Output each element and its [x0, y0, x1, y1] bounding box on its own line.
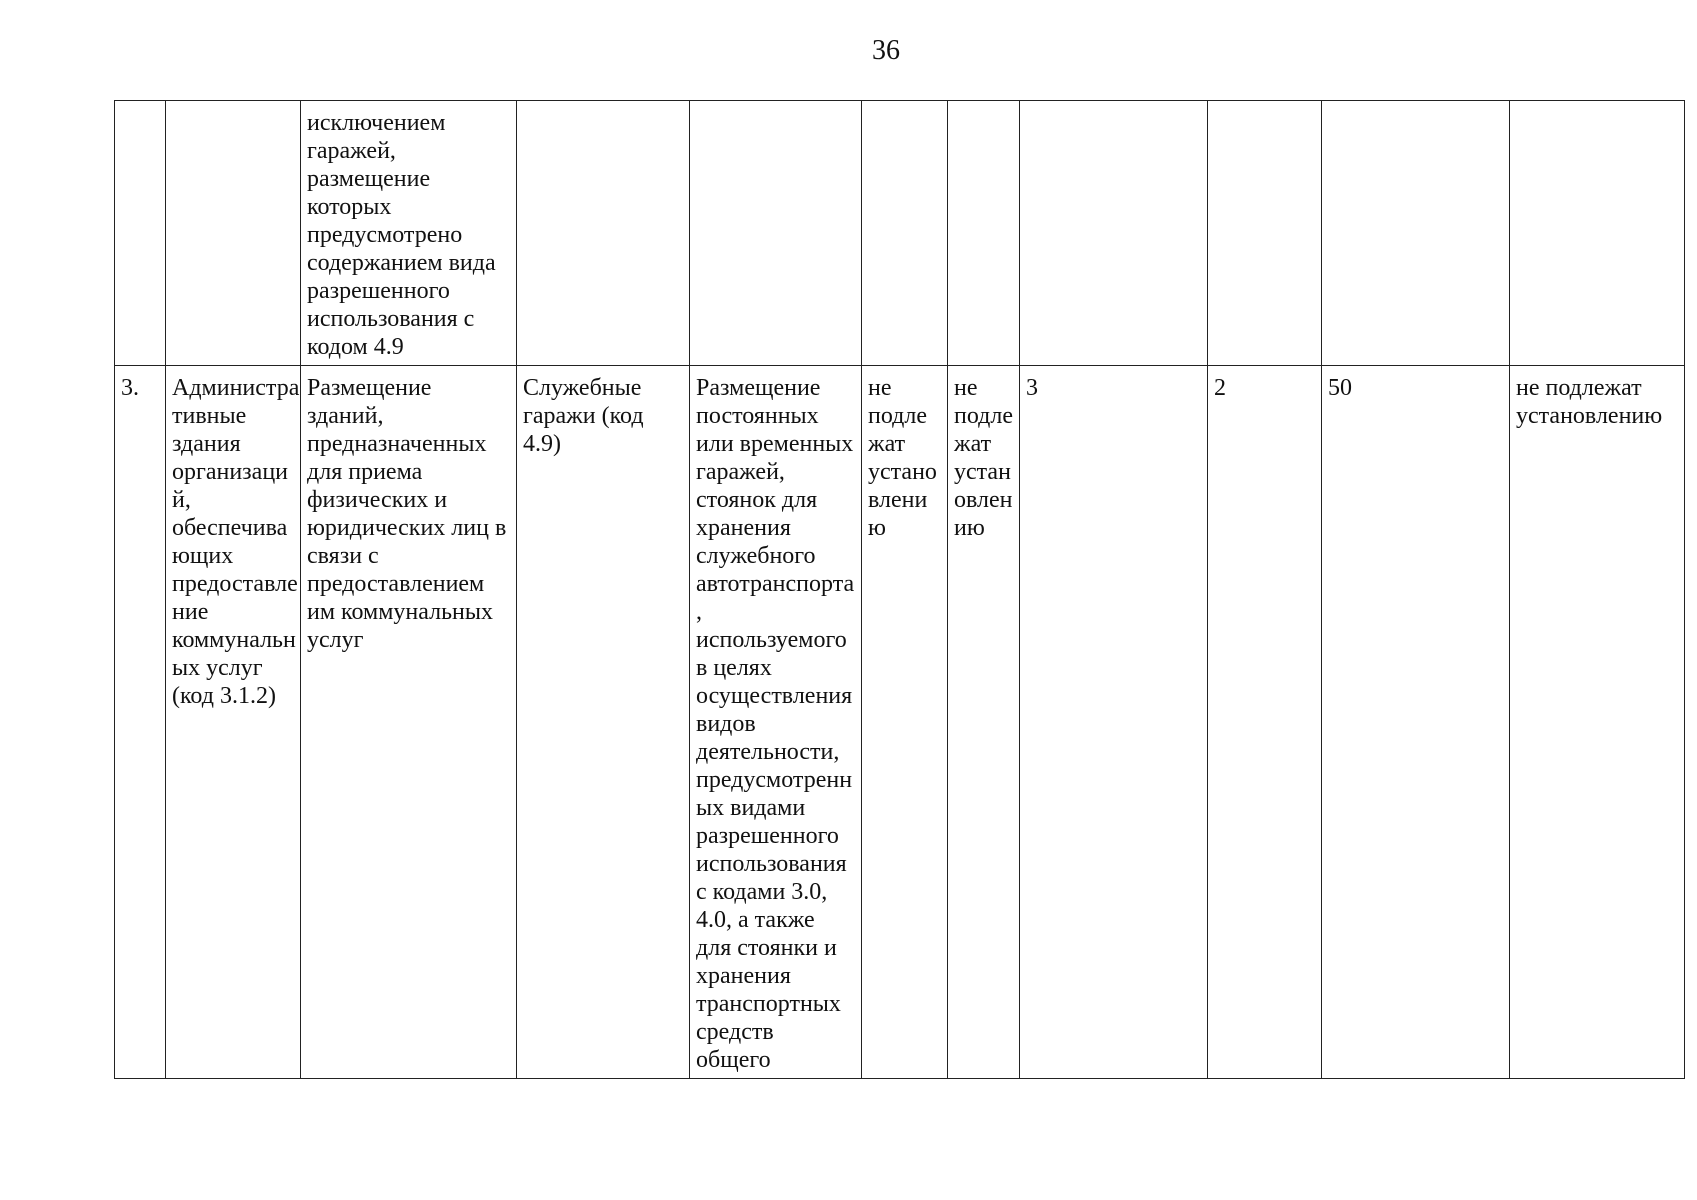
- item-number-cell: 3.: [115, 366, 166, 1079]
- table-row: [115, 366, 1685, 1079]
- table-cell: [862, 101, 948, 366]
- value-cell: [1322, 101, 1510, 366]
- item-number-cell: [115, 101, 166, 366]
- data-table: [114, 100, 1685, 1079]
- table-cell: Размещение зданий, предназначенных для приема физических и юридических лиц в связи с предоставлением им коммунальных услуг: [301, 366, 517, 1079]
- table-cell: Администра тивные здания организаци й, обеспечива ющих предоставле ние коммунальн ых услуг (код 3.1.2): [166, 366, 301, 1079]
- table-cell: Размещение постоянных или временных гаражей, стоянок для хранения служебного автотранспорта , используемого в целях осуществления видов деятельности, предусмотренн ых видами разрешенного использования с кодами 3.0, 4.0, а также для стоянки и хранения транспортных средств общего: [690, 366, 862, 1079]
- table-cell: Служебные гаражи (код 4.9): [517, 366, 690, 1079]
- table-cell: исключением гаражей, размещение которых предусмотрено содержанием вида разрешенного использования с кодом 4.9: [301, 101, 517, 366]
- value-cell: [1208, 101, 1322, 366]
- table-cell: не подле жат устано влени ю: [862, 366, 948, 1079]
- table-cell: [690, 101, 862, 366]
- table-cell: не подле жат устан овлен ию: [948, 366, 1020, 1079]
- table-cell: [166, 101, 301, 366]
- table-cell: [948, 101, 1020, 366]
- value-cell: [1020, 101, 1208, 366]
- value-cell: 50: [1322, 366, 1510, 1079]
- value-cell: 3: [1020, 366, 1208, 1079]
- value-cell: 2: [1208, 366, 1322, 1079]
- page-number: 36: [872, 35, 900, 66]
- table-row: [115, 101, 1685, 366]
- table-cell: [517, 101, 690, 366]
- table-cell: не подлежат установлению: [1510, 366, 1685, 1079]
- table-cell: [1510, 101, 1685, 366]
